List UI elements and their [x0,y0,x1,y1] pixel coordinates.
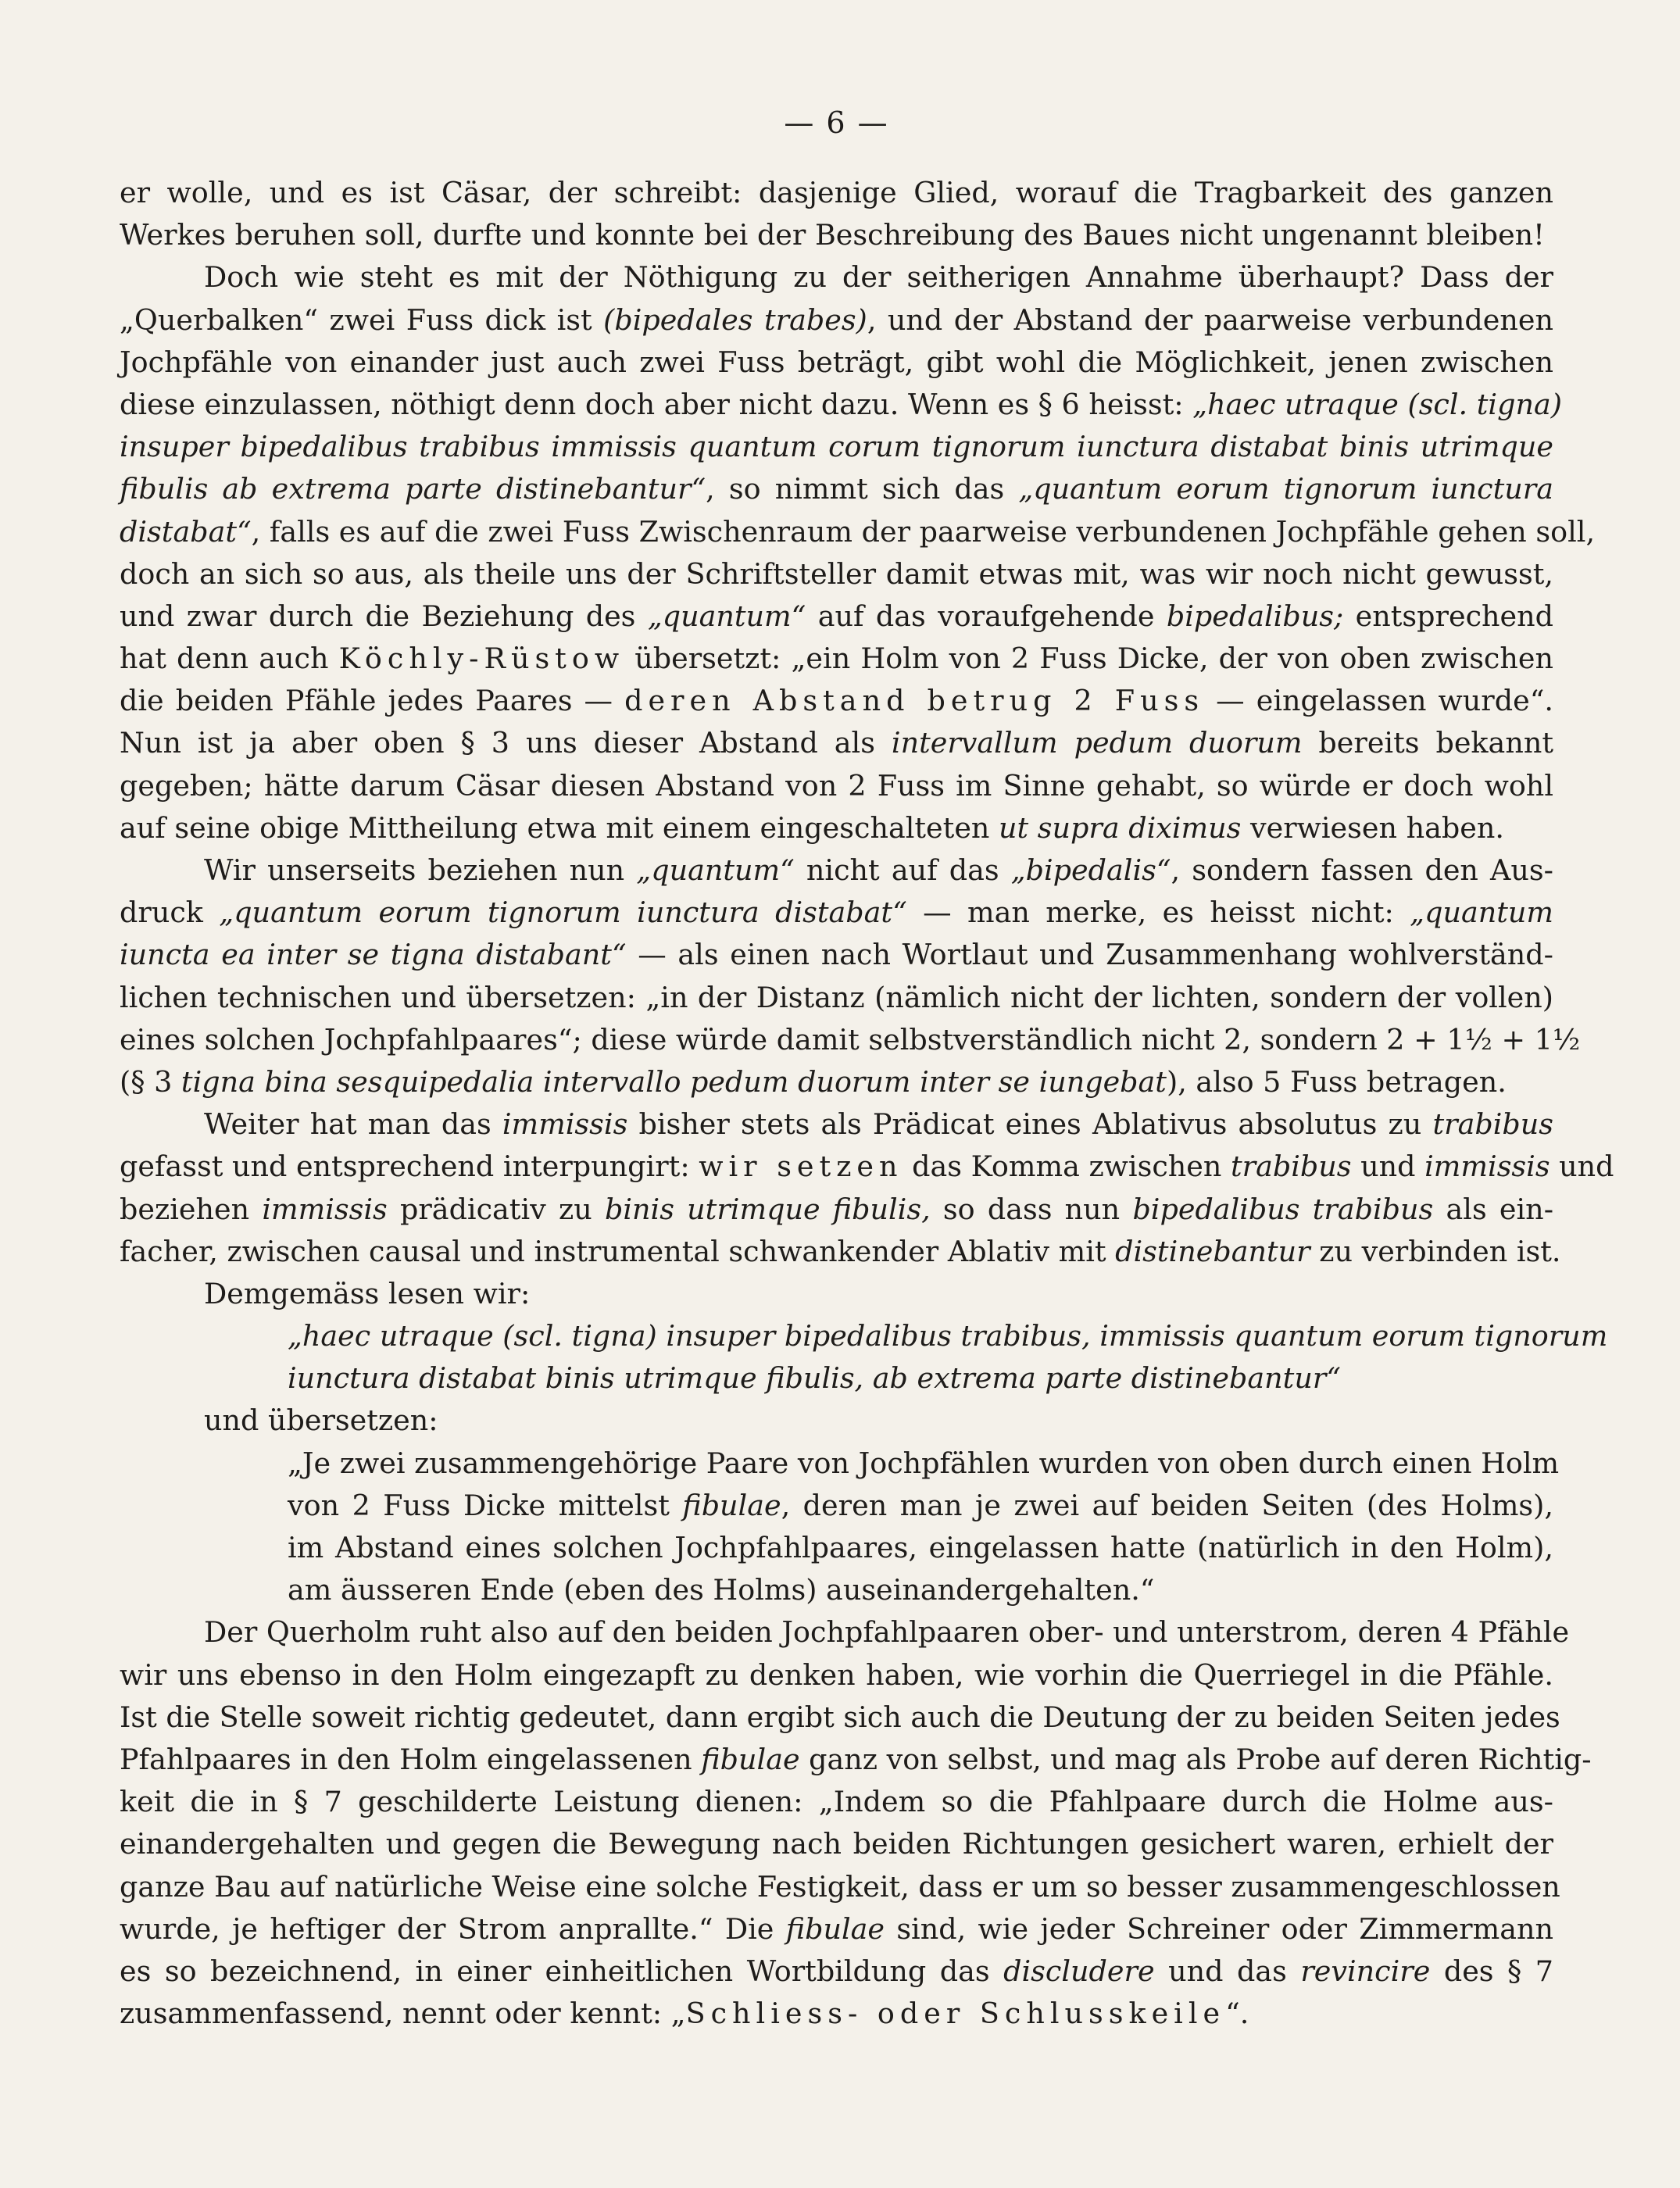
text-line: er wolle, und es ist Cäsar, der schreibt: dasjenige Glied, worauf die Tragbarkeit des ganzen [120,176,1553,209]
text-line: Der Querholm ruht also auf den beiden Jochpfahlpaaren ober- und unterstrom, deren 4 Pfähle [204,1615,1570,1650]
text-line: zusammenfassend, nennt oder kennt: „Schliess- oder Schlusskeile“. [120,1997,1249,2031]
text-line: diese einzulassen, nöthigt denn doch aber nicht dazu. Wenn es § 6 heisst: „haec utraque (scl. tigna) [120,387,1562,421]
text-line: insuper bipedalibus trabibus immissis quantum corum tignorum iunctura distabat binis utrimque [120,430,1553,464]
text-line: beziehen immissis prädicativ zu binis utrimque fibulis, so dass nun bipedalibus trabibus als ein- [120,1192,1554,1226]
text-line: auf seine obige Mittheilung etwa mit einem eingeschalteten ut supra diximus verwiesen haben. [120,810,1504,845]
text-line: „Je zwei zusammengehörige Paare von Jochpfählen wurden von oben durch einen Holm [288,1446,1560,1480]
page-number: — 6 — [784,105,889,140]
text-line: iunctura distabat binis utrimque fibulis, ab extrema parte distinebantur“ [288,1361,1341,1396]
text-line: ganze Bau auf natürliche Weise eine solche Festigkeit, dass er um so besser zusammengeschlossen [120,1869,1560,1904]
text-line: lichen technischen und übersetzen: „in der Distanz (nämlich nicht der lichten, sondern der vollen) [120,980,1553,1014]
text-line: keit die in § 7 geschilderte Leistung dienen: „Indem so die Pfahlpaare durch die Holme aus- [120,1785,1553,1819]
text-line: Weiter hat man das immissis bisher stets als Prädicat eines Ablativus absolutus zu trabibus [204,1107,1553,1142]
text-line: druck „quantum eorum tignorum iunctura distabat“ — man merke, es heisst nicht: „quantum [120,896,1554,930]
text-line: wurde, je heftiger der Strom anprallte.“ Die fibulae sind, wie jeder Schreiner oder Zimmermann [120,1911,1554,1946]
text-line: Wir unserseits beziehen nun „quantum“ nicht auf das „bipedalis“, sondern fassen den Aus- [204,853,1553,887]
text-line: die beiden Pfähle jedes Paares — deren Abstand betrug 2 Fuss — eingelassen wurde“. [120,684,1553,718]
text-line: gefasst und entsprechend interpungirt: wir setzen das Komma zwischen trabibus und immissis und [120,1149,1614,1184]
text-line: distabat“, falls es auf die zwei Fuss Zwischenraum der paarweise verbundenen Jochpfähle gehen soll, [120,514,1596,549]
text-line: gegeben; hätte darum Cäsar diesen Abstand von 2 Fuss im Sinne gehabt, so würde er doch wohl [120,768,1553,803]
text-line: einandergehalten und gegen die Bewegung nach beiden Richtungen gesichert waren, erhielt der [120,1827,1553,1861]
text-line: iuncta ea inter se tigna distabant“ — als einen nach Wortlaut und Zusammenhang wohlverständ- [120,938,1553,972]
text-line: „haec utraque (scl. tigna) insuper bipedalibus trabibus, immissis quantum eorum tignorum [288,1319,1608,1353]
text-line: facher, zwischen causal und instrumental schwankender Ablativ mit distinebantur zu verbinden ist. [120,1234,1561,1268]
text-line: Pfahlpaares in den Holm eingelassenen fibulae ganz von selbst, und mag als Probe auf deren Richtig- [120,1742,1592,1776]
text-line: am äusseren Ende (eben des Holms) auseinandergehalten.“ [288,1573,1155,1607]
text-line: im Abstand eines solchen Jochpfahlpaares, eingelassen hatte (natürlich in den Holm), [288,1531,1553,1564]
text-line: Jochpfähle von einander just auch zwei Fuss beträgt, gibt wohl die Möglichkeit, jenen zwischen [120,345,1553,379]
text-line: Demgemäss lesen wir: [204,1276,531,1310]
text-line: hat denn auch Köchly-Rüstow übersetzt: „ein Holm von 2 Fuss Dicke, der von oben zwischen [120,642,1553,676]
text-line: Ist die Stelle soweit richtig gedeutet, dann ergibt sich auch die Deutung der zu beiden Seiten jedes [120,1700,1560,1734]
text-line: (§ 3 tigna bina sesquipedalia intervallo pedum duorum inter se iungebat), also 5 Fuss betragen. [120,1064,1507,1099]
text-line: und übersetzen: [204,1403,438,1438]
text-line: eines solchen Jochpfahlpaares“; diese würde damit selbstverständlich nicht 2, sondern 2 + 1½ + 1½ [120,1022,1581,1056]
text-line: „Querbalken“ zwei Fuss dick ist (bipedales trabes), und der Abstand der paarweise verbundenen [120,302,1554,337]
text-line: Nun ist ja aber oben § 3 uns dieser Abstand als intervallum pedum duorum bereits bekannt [120,726,1553,760]
text-line: doch an sich so aus, als theile uns der Schriftsteller damit etwas mit, was wir noch nicht gewusst, [120,556,1553,591]
text-line: fibulis ab extrema parte distinebantur“, so nimmt sich das „quantum eorum tignorum iunctura [120,472,1553,506]
text-line: Werkes beruhen soll, durfte und konnte bei der Beschreibung des Baues nicht ungenannt bleiben! [120,218,1545,252]
body-text [120,172,1614,2035]
text-line: Doch wie steht es mit der Nöthigung zu der seitherigen Annahme überhaupt? Dass der [204,260,1553,295]
text-line: es so bezeichnend, in einer einheitlichen Wortbildung das discludere und das revincire des § 7 [120,1954,1553,1988]
text-line: und zwar durch die Beziehung des „quantum“ auf das voraufgehende bipedalibus; entsprechend [120,599,1553,633]
text-line: von 2 Fuss Dicke mittelst fibulae, deren man je zwei auf beiden Seiten (des Holms), [288,1488,1553,1522]
text-line: wir uns ebenso in den Holm eingezapft zu denken haben, wie vorhin die Querriegel in die Pfähle. [120,1657,1553,1692]
